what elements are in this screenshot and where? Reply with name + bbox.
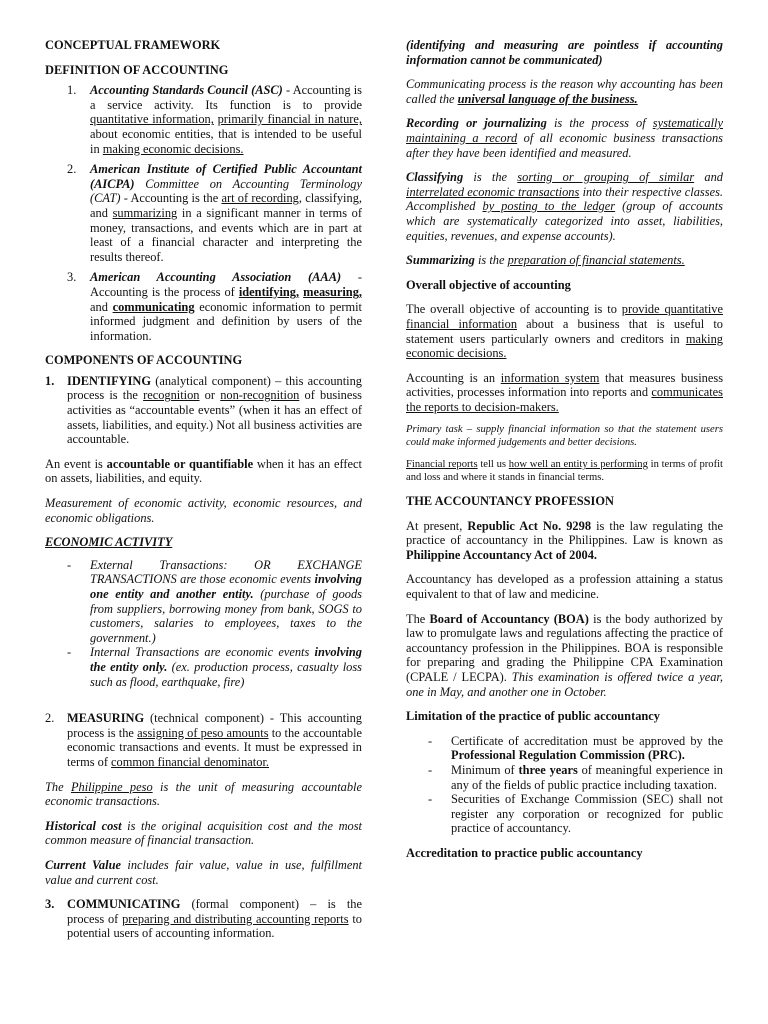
definition-asc bbox=[45, 83, 362, 156]
list-number: 3. bbox=[45, 897, 55, 912]
underlined-text: art of recording bbox=[221, 191, 299, 206]
text: is the law regulating the practice of accountancy in the Philippines. Law is known as bbox=[406, 518, 723, 548]
republic-act-paragraph bbox=[406, 519, 723, 563]
text: is the original acquisition cost and the most common measure of financial transaction. bbox=[45, 818, 362, 848]
peso-paragraph bbox=[45, 780, 362, 809]
org-name: American Institute of Certified Public Accountant (AICPA) bbox=[90, 162, 362, 191]
bold-text: Recording or journalizing bbox=[406, 116, 547, 131]
text: (analytical component) – this accounting process is the bbox=[67, 373, 362, 403]
current-value-paragraph bbox=[45, 858, 362, 887]
definition-heading: DEFINITION OF ACCOUNTING bbox=[45, 62, 229, 77]
underlined-text: universal language of the business. bbox=[457, 91, 638, 106]
text: (purchase of goods from suppliers, borrowing money from bank, SOGS to customers, salaries to employees, taxes to the government.) bbox=[90, 587, 362, 645]
underlined-text: making economic decisions. bbox=[102, 141, 244, 156]
bold-text: Classifying bbox=[406, 170, 464, 185]
dash: - bbox=[428, 733, 433, 748]
underlined-text: primarily financial in nature, bbox=[217, 112, 362, 127]
objective-paragraph bbox=[406, 302, 723, 360]
bold-text: Board of Accountancy (BOA) bbox=[429, 611, 589, 626]
component-label: COMMUNICATING bbox=[67, 897, 181, 912]
summarizing-paragraph bbox=[406, 253, 723, 268]
text: is the bbox=[474, 253, 508, 268]
underlined-text: non-recognition bbox=[220, 388, 300, 403]
underlined-text: Financial reports bbox=[406, 459, 478, 471]
measurement-note: Measurement of economic activity, economic resources, and economic obligations. bbox=[45, 496, 362, 525]
text: or bbox=[199, 388, 221, 403]
text: in terms of profit and loss and where it stands in financial terms. bbox=[406, 459, 723, 483]
list-number: 2. bbox=[67, 162, 77, 177]
text: and bbox=[90, 299, 113, 314]
underlined-text: preparing and distributing accounting reports bbox=[122, 911, 349, 926]
text: is the unit of measuring accountable economic transactions. bbox=[45, 779, 362, 809]
external-transactions bbox=[45, 558, 362, 646]
underlined-text: information system bbox=[500, 370, 600, 385]
financial-reports-note bbox=[406, 459, 723, 484]
text: is the bbox=[463, 170, 518, 185]
text: Internal Transactions are economic events bbox=[90, 645, 315, 660]
dash: - bbox=[428, 763, 433, 777]
underlined-text: by posting to the ledger bbox=[482, 199, 616, 214]
text: (formal component) – is the process of bbox=[67, 897, 362, 926]
list-number: 1. bbox=[45, 373, 55, 388]
event-paragraph bbox=[45, 457, 362, 486]
recording-paragraph bbox=[406, 116, 723, 160]
text: Communicating process is the reason why accounting has been called the bbox=[406, 77, 723, 106]
underlined-text: Philippine peso bbox=[70, 779, 153, 794]
left-column bbox=[45, 38, 362, 941]
text: of business activities as “accountable events” (when it has an effect of assets, liabilities, and equity.) Not all business activities are accountable. bbox=[67, 388, 362, 447]
text: of meaningful experience in any of the fields of public practice including taxation. bbox=[451, 763, 723, 792]
text: when it has an effect on assets, liabilities, and equity. bbox=[45, 456, 362, 486]
definition-aicpa bbox=[45, 162, 362, 264]
text: Minimum of bbox=[451, 763, 519, 777]
limitation-heading: Limitation of the practice of public accountancy bbox=[406, 709, 660, 724]
underlined-text: recognition bbox=[143, 388, 200, 403]
text: of all economic business transactions after they have been identified and measured. bbox=[406, 130, 723, 160]
primary-task-note: Primary task – supply financial information so that the statement users could make informed judgements and better decisions. bbox=[406, 424, 723, 448]
underlined-text: summarizing bbox=[112, 205, 178, 220]
underlined-text: making economic decisions. bbox=[406, 331, 723, 361]
org-name: Accounting Standards Council (ASC) bbox=[90, 83, 283, 98]
text: includes fair value, value in use, fulfillment value and current cost. bbox=[45, 857, 362, 887]
bold-text: Professional Regulation Commission (PRC). bbox=[451, 748, 685, 763]
list-number: 3. bbox=[67, 270, 77, 285]
universal-language-paragraph bbox=[406, 77, 723, 106]
bold-text: Current Value bbox=[45, 857, 121, 872]
bold-text: Republic Act No. 9298 bbox=[467, 518, 592, 533]
underlined-text: communicates the reports to decision-makers. bbox=[406, 385, 723, 414]
text: to the accountable economic transactions and events. It must be expressed in terms of bbox=[67, 725, 363, 769]
underlined-text: preparation of financial statements. bbox=[507, 253, 685, 268]
underlined-text: common financial denominator. bbox=[111, 754, 269, 769]
underlined-text: systematically maintaining a record bbox=[406, 116, 723, 145]
text: External Transactions: OR EXCHANGE TRANSACTIONS are those economic events bbox=[90, 557, 362, 587]
text: The overall objective of accounting is to bbox=[406, 302, 622, 317]
bold-text: Philippine Accountancy Act of 2004. bbox=[406, 547, 598, 562]
text: to potential users of accounting information. bbox=[67, 911, 362, 941]
limitation-item-experience bbox=[406, 763, 723, 792]
bold-text: Summarizing bbox=[406, 253, 475, 268]
text: is the process of bbox=[546, 116, 653, 131]
boa-paragraph bbox=[406, 612, 723, 700]
profession-heading: THE ACCOUNTANCY PROFESSION bbox=[406, 494, 614, 509]
accreditation-heading: Accreditation to practice public accountancy bbox=[406, 845, 643, 860]
text: - Accounting is the process of bbox=[90, 270, 362, 299]
objective-heading: Overall objective of accounting bbox=[406, 277, 571, 292]
text: (technical component) - This accounting process is the bbox=[67, 711, 362, 740]
definition-aaa bbox=[45, 270, 362, 343]
underlined-text: communicating bbox=[112, 299, 195, 314]
text: in a significant manner in terms of money, transactions, and events which are in part at least of a financial character and interpreting the results thereof. bbox=[90, 205, 362, 264]
information-system-paragraph bbox=[406, 371, 723, 415]
bold-text: involving one entity and another entity. bbox=[90, 572, 362, 601]
text: that measures business activities, processes information into reports and bbox=[406, 370, 724, 400]
underlined-text: provide quantitative financial information bbox=[406, 302, 723, 331]
text: The bbox=[406, 611, 430, 626]
underlined-text: identifying, bbox=[238, 284, 300, 299]
components-heading: COMPONENTS OF ACCOUNTING bbox=[45, 353, 243, 368]
text: , classifying, and bbox=[90, 191, 362, 220]
text: - Accounting is a service activity. Its function is to provide bbox=[90, 83, 362, 112]
bold-text: accountable or quantifiable bbox=[106, 456, 254, 471]
pointless-note: (identifying and measuring are pointless if accounting information cannot be communicated) bbox=[406, 38, 723, 67]
text: The bbox=[45, 779, 71, 794]
communicating-item bbox=[45, 897, 362, 941]
text: tell us bbox=[477, 459, 509, 471]
text: Securities of Exchange Commission (SEC) shall not register any corporation or recognized for public practice of accountancy. bbox=[451, 792, 723, 836]
text: (ex. production process, casualty loss such as flood, earthquake, fire) bbox=[90, 659, 362, 689]
bold-text: three years bbox=[518, 763, 578, 777]
profession-status-paragraph: Accountancy has developed as a profession attaining a status equivalent to that of law and medicine. bbox=[406, 572, 723, 602]
org-name: American Accounting Association (AAA) bbox=[90, 270, 342, 285]
dash: - bbox=[428, 792, 433, 807]
underlined-text: measuring, bbox=[303, 284, 362, 299]
doc-title: CONCEPTUAL FRAMEWORK bbox=[45, 38, 221, 52]
classifying-paragraph bbox=[406, 170, 723, 243]
limitation-item-prc bbox=[406, 734, 723, 763]
text: about a business that is useful to statement users particularly owners and creditors in bbox=[406, 316, 723, 346]
internal-transactions bbox=[45, 645, 362, 689]
bold-text: Historical cost bbox=[45, 818, 122, 833]
underlined-text: how well an entity is performing bbox=[508, 459, 648, 471]
text: Committee on Accounting Terminology (CAT) bbox=[90, 176, 362, 206]
list-number: 1. bbox=[67, 83, 77, 98]
underlined-text: quantitative information, bbox=[90, 112, 214, 127]
list-number: 2. bbox=[45, 711, 55, 726]
historical-cost-paragraph bbox=[45, 819, 362, 848]
underlined-text: interrelated economic transactions bbox=[406, 184, 580, 199]
measuring-item bbox=[45, 711, 362, 769]
dash: - bbox=[67, 645, 72, 660]
text: Accounting is an bbox=[406, 370, 501, 385]
component-label: IDENTIFYING bbox=[67, 373, 151, 388]
underlined-text: assigning of peso amounts bbox=[137, 725, 269, 740]
economic-activity-heading: ECONOMIC ACTIVITY bbox=[45, 535, 173, 550]
text: and bbox=[694, 170, 723, 185]
right-column bbox=[406, 38, 723, 861]
bold-text: involving the entity only. bbox=[90, 645, 362, 674]
text: (group of accounts which are systematically categorized into asset, liabilities, equities, revenues, and expense accounts). bbox=[406, 199, 723, 243]
underlined-text: sorting or grouping of similar bbox=[517, 170, 695, 185]
text: At present, bbox=[406, 518, 468, 533]
text: about economic entities, that is intended to be useful in bbox=[90, 126, 362, 156]
component-label: MEASURING bbox=[67, 711, 145, 726]
text: economic information to permit informed judgment and definition by users of the information. bbox=[90, 299, 362, 343]
text: into their respective classes. Accomplished bbox=[406, 184, 723, 214]
limitation-item-sec bbox=[406, 792, 723, 836]
italic-text: This examination is offered twice a year, one in May, and another one in October. bbox=[406, 670, 723, 699]
text: - Accounting is the bbox=[120, 191, 222, 206]
identifying-item bbox=[45, 374, 362, 447]
text: is the body authorized by law to promulgate laws and regulations affecting the practice of accountancy profession in the Philippines. BOA is responsible for preparing and grading the Philippine CPA Examination (CPALE / LECPA). bbox=[406, 611, 723, 685]
text: An event is bbox=[45, 456, 107, 471]
dash: - bbox=[67, 557, 72, 572]
text: Certificate of accreditation must be approved by the bbox=[451, 733, 723, 748]
